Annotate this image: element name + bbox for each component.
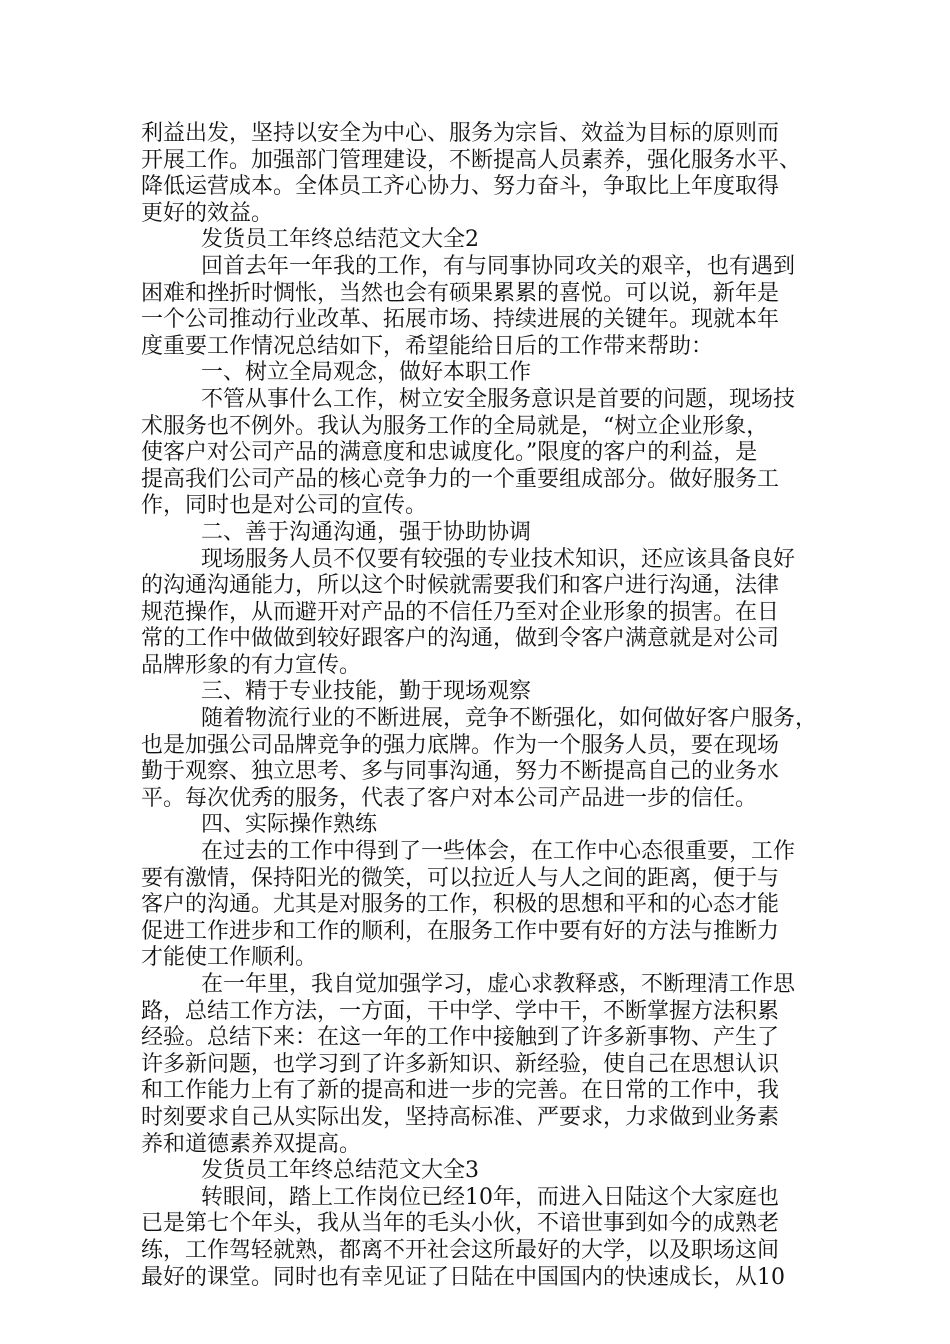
text-line: 才能使工作顺利。 xyxy=(141,945,318,971)
text-line: 也是加强公司品牌竞争的强力底牌。作为一个服务人员，要在现场 xyxy=(141,732,780,758)
text-line: 路，总结工作方法，一方面，干中学、学中干，不断掌握方法积累 xyxy=(141,998,780,1024)
text-line: 时刻要求自己从实际出发，坚持高标准、严要求，力求做到业务素 xyxy=(141,1104,780,1130)
text-line: 回首去年一年我的工作，有与同事协同攻关的艰辛，也有遇到 xyxy=(201,253,796,279)
text-line: 和工作能力上有了新的提高和进一步的完善。在日常的工作中，我 xyxy=(141,1078,780,1104)
text-line: 一、树立全局观念，做好本职工作 xyxy=(201,360,532,386)
text-line: 练，工作驾轻就熟，都离不开社会这所最好的大学，以及职场这间 xyxy=(141,1237,780,1263)
text-line: 三、精于专业技能，勤于现场观察 xyxy=(201,679,532,705)
text-line: 随着物流行业的不断进展，竞争不断强化，如何做好客户服务， xyxy=(201,706,818,732)
text-line: 四、实际操作熟练 xyxy=(201,812,378,838)
text-line: 常的工作中做做到较好跟客户的沟通，做到令客户满意就是对公司 xyxy=(141,626,780,652)
text-line: 勤于观察、独立思考、多与同事沟通，努力不断提高自己的业务水 xyxy=(141,759,780,785)
text-line: 在过去的工作中得到了一些体会，在工作中心态很重要，工作 xyxy=(201,839,796,865)
text-line: 现场服务人员不仅要有较强的专业技术知识，还应该具备良好 xyxy=(201,546,796,572)
text-line: 一个公司推动行业改革、拓展市场、持续进展的关键年。现就本年 xyxy=(141,307,780,333)
text-line: 度重要工作情况总结如下，希望能给日后的工作带来帮助： xyxy=(141,333,714,359)
text-line: 客户的沟通。尤其是对服务的工作，积极的思想和平和的心态才能 xyxy=(141,892,780,918)
text-line: 使客户对公司产品的满意度和忠诚度化。”限度的客户的利益，是 xyxy=(141,440,758,466)
text-line: 平。每次优秀的服务，代表了客户对本公司产品进一步的信任。 xyxy=(141,785,758,811)
text-line: 二、善于沟通沟通，强于协助协调 xyxy=(201,519,532,545)
text-line: 要有激情，保持阳光的微笑，可以拉近人与人之间的距离，便于与 xyxy=(141,865,780,891)
text-line: 许多新问题，也学习到了许多新知识、新经验，使自己在思想认识 xyxy=(141,1051,780,1077)
text-line: 最好的课堂。同时也有幸见证了日陆在中国国内的快速成长，从10 xyxy=(141,1264,785,1290)
text-line: 术服务也不例外。我认为服务工作的全局就是，“树立企业形象， xyxy=(141,413,769,439)
text-line: 已是第七个年头，我从当年的毛头小伙，不谙世事到如今的成熟老 xyxy=(141,1211,780,1237)
text-line: 养和道德素养双提高。 xyxy=(141,1131,362,1157)
text-line: 作，同时也是对公司的宣传。 xyxy=(141,493,428,519)
text-line: 不管从事什么工作，树立安全服务意识是首要的问题，现场技 xyxy=(201,386,796,412)
text-line: 规范操作，从而避开对产品的不信任乃至对企业形象的损害。在日 xyxy=(141,599,780,625)
text-line: 提高我们公司产品的核心竞争力的一个重要组成部分。做好服务工 xyxy=(141,466,780,492)
text-line: 促进工作进步和工作的顺利，在服务工作中要有好的方法与推断力 xyxy=(141,918,780,944)
text-line: 品牌形象的有力宣传。 xyxy=(141,652,362,678)
text-line: 利益出发，坚持以安全为中心、服务为宗旨、效益为目标的原则而 xyxy=(141,121,780,146)
text-line: 经验。总结下来：在这一年的工作中接触到了许多新事物、产生了 xyxy=(141,1025,780,1051)
text-line: 开展工作。加强部门管理建设，不断提高人员素养，强化服务水平、 xyxy=(141,147,802,173)
text-line: 降低运营成本。全体员工齐心协力、努力奋斗，争取比上年度取得 xyxy=(141,174,780,200)
text-line: 转眼间，踏上工作岗位已经10年，而进入日陆这个大家庭也 xyxy=(201,1184,779,1210)
text-line: 发货员工年终总结范文大全3 xyxy=(201,1158,479,1184)
text-line: 困难和挫折时惆怅，当然也会有硕果累累的喜悦。可以说，新年是 xyxy=(141,280,780,306)
text-line: 更好的效益。 xyxy=(141,200,274,226)
text-line: 在一年里，我自觉加强学习，虚心求教释惑，不断理清工作思 xyxy=(201,972,796,997)
text-line: 的沟通沟通能力，所以这个时候就需要我们和客户进行沟通，法律 xyxy=(141,573,780,599)
text-line: 发货员工年终总结范文大全2 xyxy=(201,227,479,253)
document-body xyxy=(141,121,821,1291)
